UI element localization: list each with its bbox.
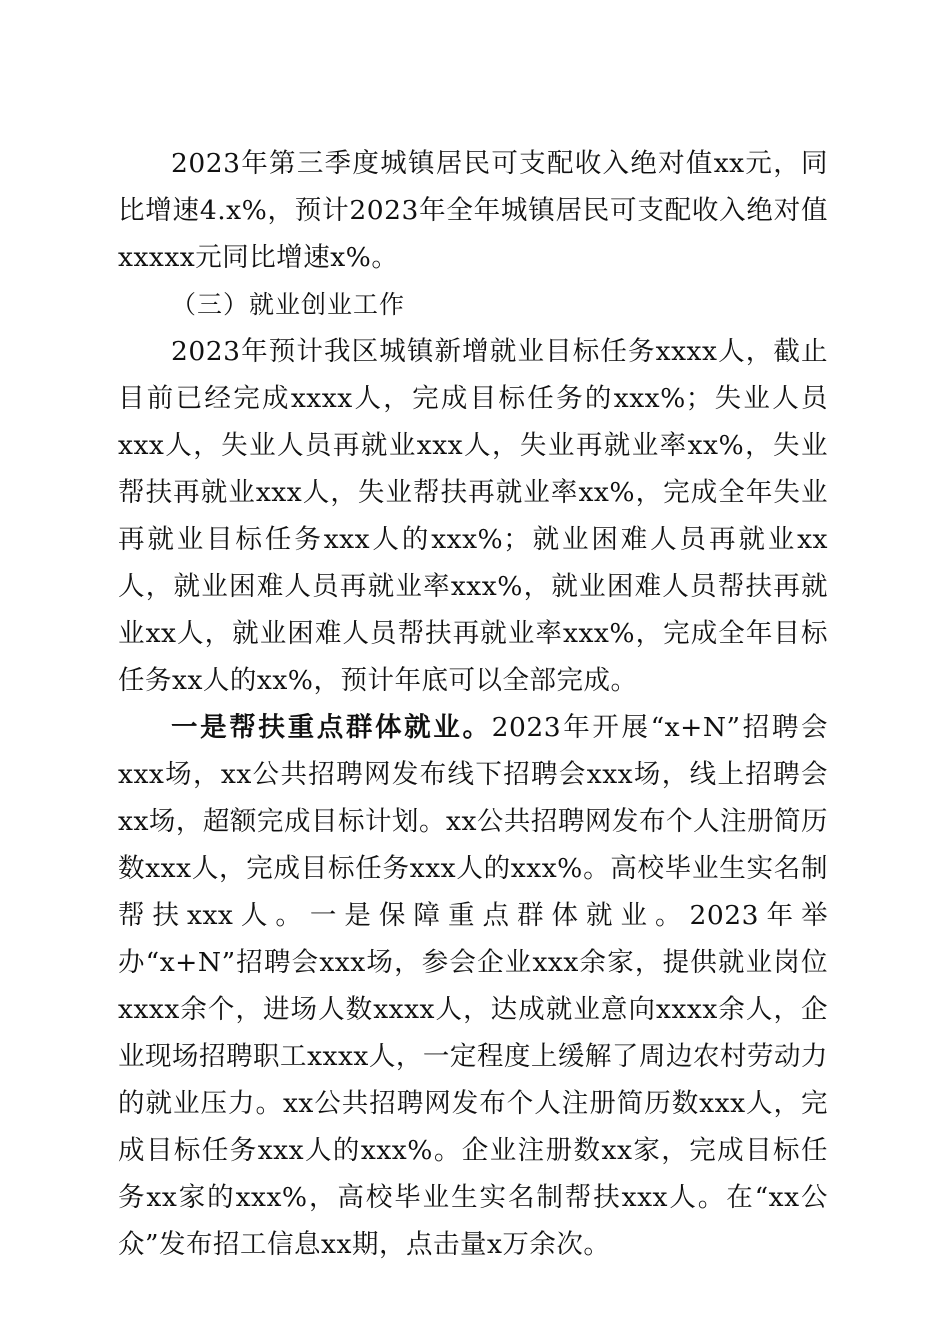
paragraph-key-groups [118,704,828,1268]
document-page [118,140,828,1268]
section-heading-employment: （三）就业创业工作 [171,290,406,319]
paragraph-lead-bold: 一是帮扶重点群体就业。 [171,712,492,743]
paragraph-employment-targets: 2023年预计我区城镇新增就业目标任务xxxx人，截止目前已经完成xxxx人，完成目标任务的xxx%；失业人员xxx人，失业人员再就业xxx人，失业再就业率xx%，失业帮扶再就业xxx人，失业帮扶再就业率xx%，完成全年失业再就业目标任务xxx人的xxx%；就业困难人员再就业xx人，就业困难人员再就业率xxx%，就业困难人员帮扶再就业xx人，就业困难人员帮扶再就业率xxx%，完成全年目标任务xx人的xx%，预计年底可以全部完成。 [118,336,828,696]
paragraph-income: 2023年第三季度城镇居民可支配收入绝对值xx元，同比增速4.x%，预计2023年全年城镇居民可支配收入绝对值xxxxx元同比增速x%。 [118,148,828,273]
paragraph-key-groups-text: 2023年开展“x+N”招聘会xxx场，xx公共招聘网发布线下招聘会xxx场，线上招聘会xx场，超额完成目标计划。xx公共招聘网发布个人注册简历数xxx人，完成目标任务xxx人的xxx%。高校毕业生实名制帮扶xxx人。一是保障重点群体就业。2023年举办“x+N”招聘会xxx场，参会企业xxx余家，提供就业岗位xxxx余个，进场人数xxxx人，达成就业意向xxxx余人，企业现场招聘职工xxxx人，一定程度上缓解了周边农村劳动力的就业压力。xx公共招聘网发布个人注册简历数xxx人，完成目标任务xxx人的xxx%。企业注册数xx家，完成目标任务xx家的xxx%，高校毕业生实名制帮扶xxx人。在“xx公众”发布招工信息xx期，点击量x万余次。 [118,712,829,1260]
